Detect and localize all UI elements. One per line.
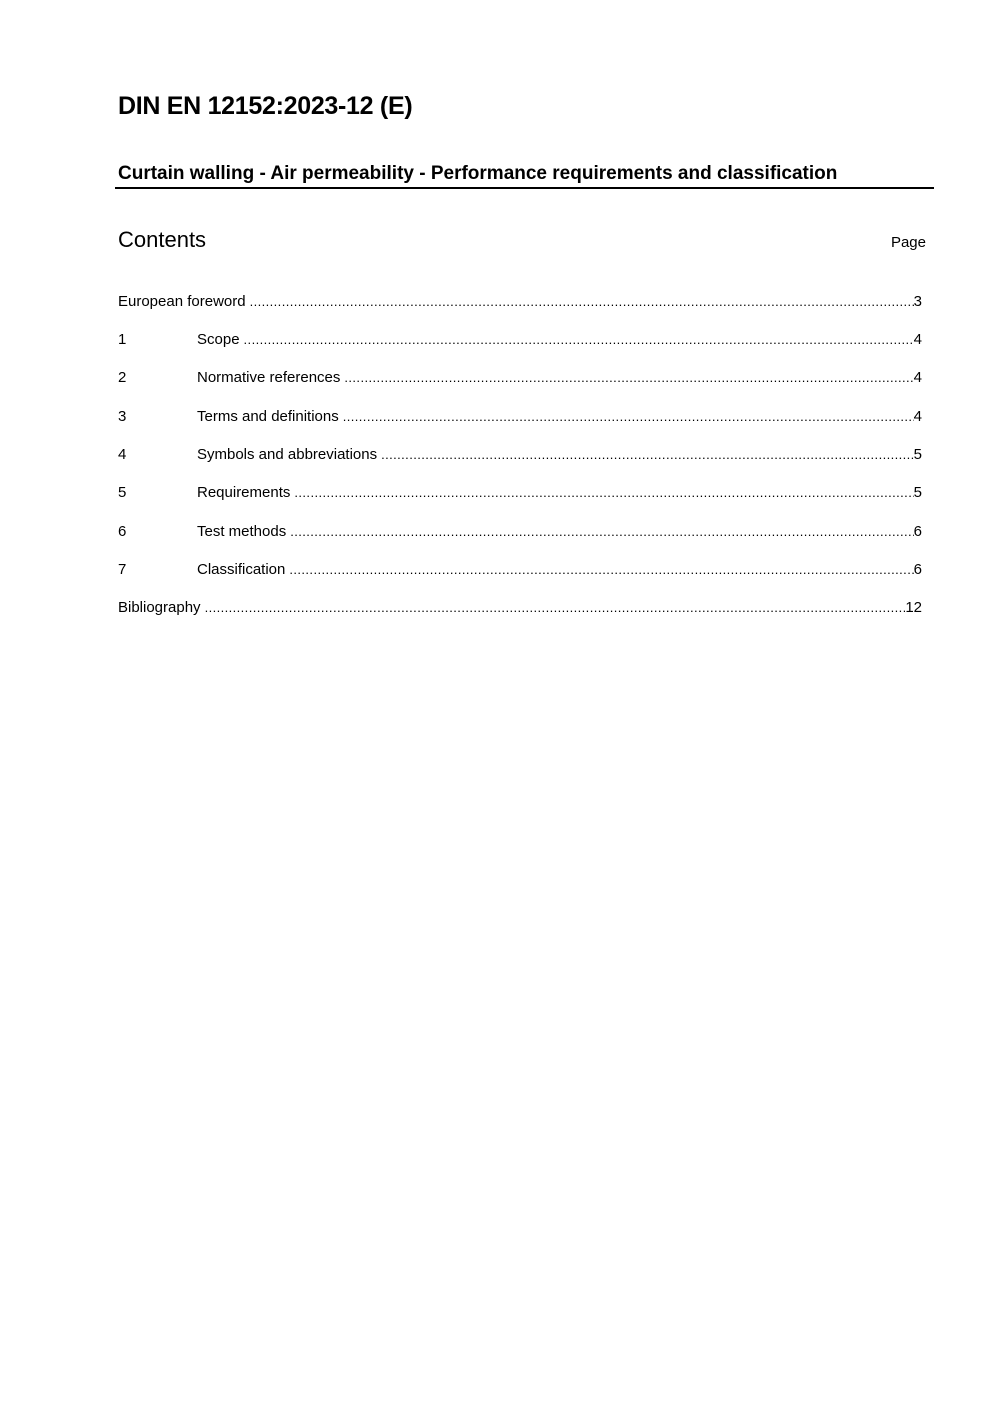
toc-entry-title: Classification [197, 561, 286, 578]
toc-entry-title: Symbols and abbreviations [197, 446, 378, 463]
toc-entry-test-methods[interactable] [118, 522, 922, 542]
toc-entry-title: Test methods [197, 523, 287, 540]
toc-entry-normative-references[interactable] [118, 368, 922, 388]
toc-leader-dots [290, 522, 913, 542]
toc-leader-dots [250, 292, 914, 312]
contents-heading: Contents [118, 227, 207, 252]
toc-entry-title: Requirements [197, 484, 291, 501]
toc-entry-foreword[interactable] [118, 292, 922, 312]
toc-entry-page: 4 [913, 331, 922, 348]
toc-entry-number: 2 [118, 369, 127, 386]
toc-entry-terms-and-definitions[interactable] [118, 407, 922, 427]
toc-entry-page: 12 [905, 599, 922, 616]
toc-entry-title: European foreword [118, 293, 246, 310]
toc-entry-page: 6 [913, 561, 922, 578]
toc-entry-page: 3 [913, 293, 922, 310]
toc-entry-page: 4 [913, 408, 922, 425]
toc-entry-number: 4 [118, 446, 127, 463]
toc-leader-dots [244, 330, 914, 350]
toc-entry-page: 4 [913, 369, 922, 386]
toc-entry-title: Scope [197, 331, 240, 348]
toc-entry-page: 5 [913, 446, 922, 463]
toc-entry-classification[interactable] [118, 560, 922, 580]
toc-leader-dots [343, 407, 914, 427]
toc-entry-number: 1 [118, 331, 127, 348]
toc-entry-page: 5 [913, 484, 922, 501]
toc-entry-scope[interactable] [118, 330, 922, 350]
title-rule [115, 187, 934, 189]
toc-entry-number: 7 [118, 561, 127, 578]
toc-entry-number: 5 [118, 484, 127, 501]
toc-leader-dots [344, 368, 913, 388]
toc-entry-title: Bibliography [118, 599, 201, 616]
document-subtitle: Curtain walling - Air permeability - Performance requirements and classification [118, 163, 838, 184]
toc-entry-requirements[interactable] [118, 483, 922, 503]
toc-entry-number: 6 [118, 523, 127, 540]
document-id: DIN EN 12152:2023-12 (E) [118, 92, 413, 120]
toc-leader-dots [289, 560, 913, 580]
toc-entry-page: 6 [913, 523, 922, 540]
toc-entry-bibliography[interactable] [118, 598, 922, 618]
toc-entry-number: 3 [118, 408, 127, 425]
toc-entry-title: Terms and definitions [197, 408, 339, 425]
toc-leader-dots [294, 483, 913, 503]
toc-entry-symbols-and-abbreviations[interactable] [118, 445, 922, 465]
toc-entry-title: Normative references [197, 369, 341, 386]
toc-leader-dots [205, 598, 906, 618]
toc-leader-dots [381, 445, 914, 465]
page-column-heading: Page [890, 234, 926, 251]
